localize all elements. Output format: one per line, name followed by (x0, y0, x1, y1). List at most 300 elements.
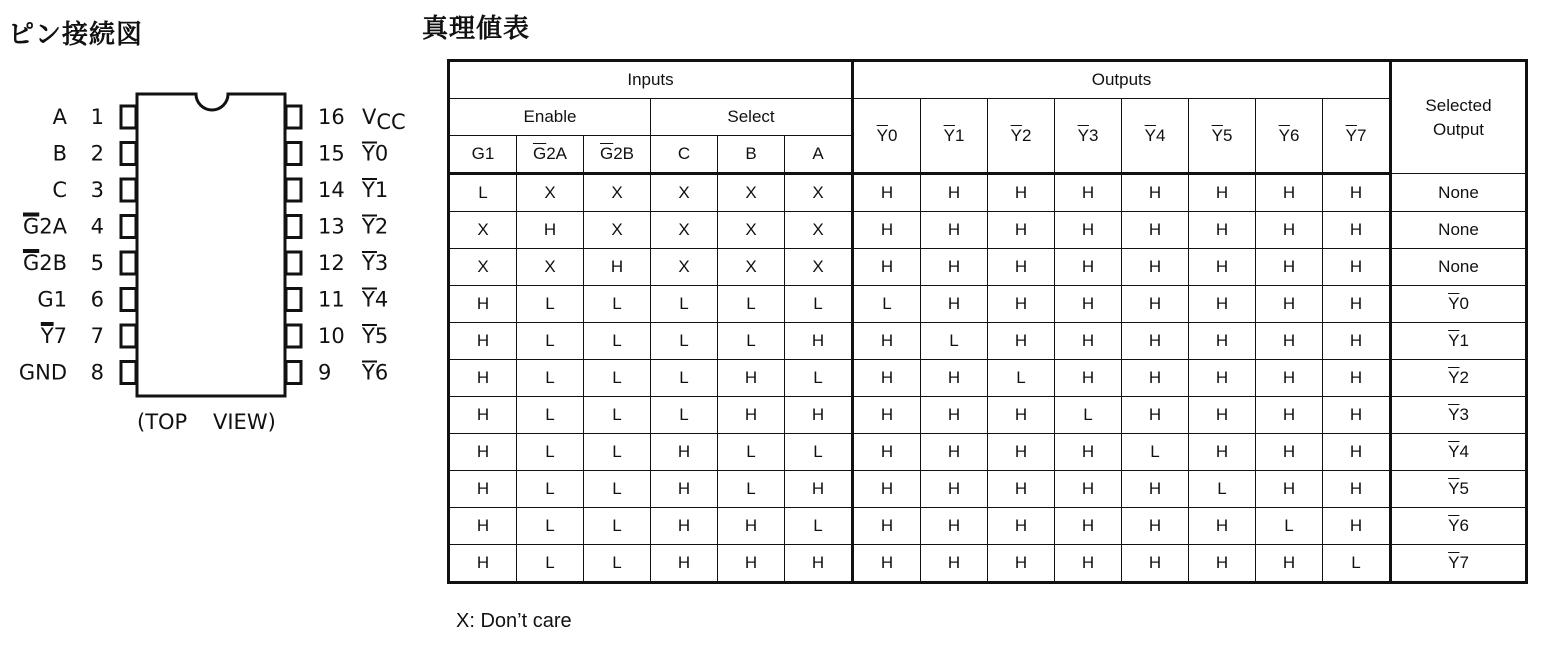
left-pin (23, 251, 136, 275)
output-header-bar: $\overline{Y}$ (1278, 125, 1290, 145)
output-cell: H (1122, 360, 1189, 397)
caption-top: (TOP (137, 410, 188, 434)
right-pin (286, 105, 406, 134)
input-cell: L (517, 471, 584, 508)
input-cell: X (785, 212, 853, 249)
pin-lead (286, 252, 301, 274)
table-row (449, 323, 1527, 360)
input-cell: L (718, 323, 785, 360)
input-cell: X (785, 174, 853, 212)
output-cell: H (1323, 471, 1391, 508)
output-cell: H (1323, 249, 1391, 286)
output-cell: H (1055, 360, 1122, 397)
input-cell: H (785, 397, 853, 434)
output-cell: H (853, 508, 921, 545)
input-cell: L (584, 545, 651, 583)
pin-label (362, 105, 406, 134)
input-cell: L (517, 508, 584, 545)
pin-number: 14 (318, 178, 345, 202)
output-cell: H (1323, 174, 1391, 212)
right-pin (286, 288, 388, 312)
output-cell: H (1189, 545, 1256, 583)
selected-output-bar: $\overline{Y}$ (1448, 405, 1460, 424)
input-cell: X (651, 174, 718, 212)
enable-header: Enable (449, 99, 651, 136)
output-cell: H (853, 360, 921, 397)
output-cell: H (1323, 397, 1391, 434)
output-cell: H (1189, 212, 1256, 249)
input-cell: L (449, 174, 517, 212)
output-cell: H (1256, 360, 1323, 397)
truth-table-title: 真理値表 (422, 14, 531, 44)
input-cell: X (718, 212, 785, 249)
input-cell: L (584, 434, 651, 471)
output-cell: H (988, 434, 1055, 471)
output-cell: H (1323, 360, 1391, 397)
output-cell: H (1055, 286, 1122, 323)
right-pin (286, 142, 388, 166)
pin-label-suffix: 2B (39, 251, 67, 275)
output-cell: H (853, 249, 921, 286)
output-cell: H (1256, 174, 1323, 212)
right-pin (286, 215, 388, 239)
ic-pinout-diagram (0, 60, 420, 450)
output-cell: H (1055, 174, 1122, 212)
output-cell: H (988, 249, 1055, 286)
output-cell: H (921, 286, 988, 323)
output-cell: H (1189, 397, 1256, 434)
input-cell: H (718, 545, 785, 583)
output-header-bar: $\overline{Y}$ (943, 125, 955, 145)
pin-diagram-title: ピン接続図 (8, 20, 144, 50)
input-cell: X (449, 249, 517, 286)
inputs-header: Inputs (449, 61, 853, 99)
selected-output-cell (1391, 434, 1527, 471)
left-pin (53, 142, 136, 166)
input-cell: H (785, 545, 853, 583)
pin-label (361, 324, 388, 348)
output-cell: H (1256, 249, 1323, 286)
enable-col-base: G1 (471, 144, 495, 163)
input-cell: H (449, 397, 517, 434)
output-cell: H (853, 174, 921, 212)
output-cell: H (1055, 471, 1122, 508)
selected-output-index: 4 (1459, 442, 1469, 461)
pin-label-base: Y (362, 178, 375, 202)
output-cell: L (1256, 508, 1323, 545)
pin-label (19, 361, 67, 385)
input-cell: L (517, 286, 584, 323)
selected-output-cell (1391, 545, 1527, 583)
output-cell: H (1189, 508, 1256, 545)
left-pin (23, 215, 136, 239)
input-cell: X (718, 174, 785, 212)
selected-output-bar: $\overline{Y}$ (1448, 331, 1460, 350)
pin-number: 16 (318, 105, 345, 129)
table-row (449, 174, 1527, 212)
output-header-y7 (1323, 99, 1391, 174)
enable-col-suffix: 2B (613, 144, 635, 163)
output-cell: H (921, 434, 988, 471)
output-cell: H (1055, 508, 1122, 545)
select-col-header-a: A (785, 136, 853, 174)
pin-number: 11 (318, 287, 345, 312)
output-cell: H (1122, 397, 1189, 434)
pin-label (52, 178, 67, 202)
table-row (449, 434, 1527, 471)
pin-label-base: GND (18, 360, 67, 385)
output-cell: H (853, 212, 921, 249)
output-cell: H (1323, 286, 1391, 323)
pin-label (361, 215, 388, 239)
pin-label-base: G1 (37, 287, 67, 312)
input-cell: H (449, 286, 517, 323)
input-cell: L (517, 323, 584, 360)
output-header-index: 2 (1021, 125, 1032, 145)
output-cell: H (1122, 286, 1189, 323)
output-cell: H (1189, 174, 1256, 212)
table-row (449, 397, 1527, 434)
input-cell: L (718, 434, 785, 471)
selected-output-cell: None (1391, 249, 1527, 286)
right-pin (286, 324, 388, 348)
output-header-bar: $\overline{Y}$ (876, 125, 888, 145)
output-cell: H (921, 360, 988, 397)
output-cell: H (1055, 323, 1122, 360)
pin-label (53, 142, 67, 166)
pin-number: 15 (318, 141, 345, 166)
input-cell: X (517, 174, 584, 212)
input-cell: H (651, 471, 718, 508)
enable-col-header (449, 136, 517, 174)
output-header-y3 (1055, 99, 1122, 174)
dont-care-note: X: Don’t care (456, 610, 572, 632)
output-cell: H (1189, 286, 1256, 323)
pin-label (361, 142, 388, 166)
pin-lead (121, 252, 136, 274)
output-cell: H (921, 545, 988, 583)
pin-number: 6 (90, 287, 104, 312)
input-cell: L (785, 286, 853, 323)
table-row (449, 508, 1527, 545)
pin-label-base: B (52, 141, 67, 166)
input-cell: H (785, 323, 853, 360)
output-header-index: 6 (1289, 125, 1300, 145)
output-cell: H (1256, 545, 1323, 583)
input-cell: H (449, 360, 517, 397)
select-col-header-c: C (651, 136, 718, 174)
output-cell: H (988, 508, 1055, 545)
input-cell: L (517, 434, 584, 471)
right-pin (286, 361, 388, 385)
pin-label-base: Y (362, 324, 375, 348)
output-cell: H (1256, 397, 1323, 434)
output-cell: H (1256, 471, 1323, 508)
pin-number: 7 (90, 324, 104, 348)
pin-number: 2 (90, 141, 104, 166)
input-cell: X (517, 249, 584, 286)
input-cell: H (785, 471, 853, 508)
pin-label-base: Y (362, 141, 375, 166)
selected-output-header-line2: Output (1432, 119, 1485, 139)
output-cell: H (1122, 545, 1189, 583)
output-header-index: 4 (1155, 125, 1166, 145)
pin-label (361, 251, 388, 275)
output-cell: H (1323, 434, 1391, 471)
output-cell: H (988, 397, 1055, 434)
input-cell: L (785, 434, 853, 471)
selected-output-header-line1: Selected (1425, 95, 1492, 115)
selected-output-cell: None (1391, 212, 1527, 249)
output-header-index: 3 (1088, 125, 1099, 145)
pin-label-suffix: 6 (374, 360, 389, 385)
truth-table (447, 59, 1528, 584)
input-cell: L (517, 360, 584, 397)
selected-output-cell: None (1391, 174, 1527, 212)
output-cell: H (1055, 545, 1122, 583)
table-row (449, 286, 1527, 323)
selected-output-cell (1391, 360, 1527, 397)
selected-output-index: 1 (1459, 331, 1469, 350)
output-cell: H (853, 397, 921, 434)
input-cell: L (584, 508, 651, 545)
output-cell: H (988, 471, 1055, 508)
pin-lead (121, 216, 136, 238)
pin-label-base: Y (362, 287, 375, 312)
right-pin (286, 251, 388, 275)
output-header-y5 (1189, 99, 1256, 174)
pin-lead (121, 325, 136, 347)
selected-output-bar: $\overline{Y}$ (1448, 442, 1460, 461)
output-cell: H (921, 174, 988, 212)
left-pin (53, 105, 136, 129)
output-header-index: 5 (1222, 125, 1233, 145)
pin-lead (286, 325, 301, 347)
pin-number: 4 (90, 214, 104, 239)
output-header-y0 (853, 99, 921, 174)
input-cell: L (718, 286, 785, 323)
input-cell: H (449, 434, 517, 471)
output-cell: H (1055, 212, 1122, 249)
output-cell: L (1189, 471, 1256, 508)
output-cell: H (1256, 286, 1323, 323)
output-cell: H (1256, 323, 1323, 360)
output-cell: H (1189, 249, 1256, 286)
selected-output-index: 5 (1459, 479, 1469, 498)
selected-output-bar: $\overline{Y}$ (1448, 294, 1460, 313)
input-cell: L (584, 323, 651, 360)
output-cell: H (921, 212, 988, 249)
left-pin (19, 361, 136, 385)
pin-lead (286, 179, 301, 201)
enable-col-base: $\overline{G}$ (599, 144, 614, 163)
pin-label-suffix: 4 (374, 287, 389, 312)
output-cell: H (988, 545, 1055, 583)
table-row (449, 545, 1527, 583)
input-cell: H (718, 508, 785, 545)
output-cell: H (1189, 434, 1256, 471)
input-cell: X (718, 249, 785, 286)
pin-number: 5 (90, 251, 104, 275)
output-cell: H (853, 434, 921, 471)
pin-number: 3 (90, 178, 104, 202)
output-cell: H (1122, 323, 1189, 360)
input-cell: L (785, 360, 853, 397)
pin-lead (286, 143, 301, 165)
selected-output-index: 2 (1459, 368, 1469, 387)
caption-view: VIEW) (213, 410, 276, 434)
output-header-bar: $\overline{Y}$ (1144, 125, 1156, 145)
input-cell: L (651, 360, 718, 397)
output-cell: H (1122, 249, 1189, 286)
pin-label-suffix: 1 (374, 178, 389, 202)
output-cell: L (988, 360, 1055, 397)
input-cell: H (449, 545, 517, 583)
selected-output-bar: $\overline{Y}$ (1448, 516, 1460, 535)
select-header: Select (651, 99, 853, 136)
output-cell: H (1189, 323, 1256, 360)
pin-label (361, 361, 388, 385)
input-cell: L (517, 397, 584, 434)
pin-lead (121, 143, 136, 165)
output-cell: H (853, 545, 921, 583)
input-cell: H (449, 323, 517, 360)
selected-output-cell (1391, 286, 1527, 323)
output-header-y1 (921, 99, 988, 174)
pin-number: 10 (318, 324, 345, 348)
pin-label (361, 288, 388, 312)
selected-output-index: 6 (1459, 516, 1469, 535)
pin-label-base: A (52, 105, 67, 129)
output-cell: L (1122, 434, 1189, 471)
outputs-header: Outputs (853, 61, 1391, 99)
output-cell: L (1055, 397, 1122, 434)
output-cell: H (1122, 471, 1189, 508)
pin-lead (121, 362, 136, 384)
input-cell: L (584, 286, 651, 323)
input-cell: X (785, 249, 853, 286)
pin-number: 9 (318, 360, 332, 385)
pin-lead (121, 289, 136, 311)
output-cell: H (1055, 434, 1122, 471)
output-cell: H (921, 397, 988, 434)
input-cell: H (718, 360, 785, 397)
table-row (449, 360, 1527, 397)
output-header-index: 1 (954, 125, 965, 145)
output-cell: L (921, 323, 988, 360)
left-pin (37, 288, 136, 312)
pin-lead (286, 216, 301, 238)
left-pin (52, 178, 136, 202)
output-header-bar: $\overline{Y}$ (1077, 125, 1089, 145)
output-cell: H (853, 323, 921, 360)
selected-output-index: 7 (1459, 553, 1469, 572)
input-cell: L (584, 471, 651, 508)
output-cell: H (921, 508, 988, 545)
output-cell: H (1122, 174, 1189, 212)
output-header-index: 7 (1356, 125, 1367, 145)
selected-output-bar: $\overline{Y}$ (1448, 479, 1460, 498)
output-cell: H (1122, 508, 1189, 545)
output-cell: H (1189, 360, 1256, 397)
output-cell: H (1256, 212, 1323, 249)
right-pin (286, 178, 388, 202)
pin-lead (121, 106, 136, 128)
input-cell: L (785, 508, 853, 545)
input-cell: H (449, 508, 517, 545)
output-cell: H (988, 174, 1055, 212)
output-header-bar: $\overline{Y}$ (1345, 125, 1357, 145)
selected-output-cell (1391, 471, 1527, 508)
pin-label-base: Y (362, 214, 375, 239)
pin-label (53, 105, 68, 129)
output-cell: H (1256, 434, 1323, 471)
enable-col-suffix: 2A (546, 144, 568, 163)
pin-label-base: Y (362, 360, 375, 385)
input-cell: L (651, 286, 718, 323)
input-cell: X (651, 249, 718, 286)
pin-label-suffix: 2 (374, 214, 389, 239)
input-cell: X (449, 212, 517, 249)
pin-label-base: Y (362, 251, 375, 275)
table-row (449, 471, 1527, 508)
enable-col-base: $\overline{G}$ (532, 144, 547, 163)
input-cell: L (584, 397, 651, 434)
table-row (449, 212, 1527, 249)
pin-lead (286, 362, 301, 384)
input-cell: H (651, 508, 718, 545)
pin-number: 12 (318, 251, 345, 275)
pin-lead (121, 179, 136, 201)
enable-col-header (584, 136, 651, 174)
input-cell: L (517, 545, 584, 583)
input-cell: H (584, 249, 651, 286)
pin-number: 13 (318, 214, 345, 239)
pin-lead (286, 106, 301, 128)
pin-label (40, 324, 67, 348)
pin-lead (286, 289, 301, 311)
input-cell: L (651, 323, 718, 360)
output-cell: H (988, 323, 1055, 360)
selected-output-cell (1391, 397, 1527, 434)
input-cell: H (718, 397, 785, 434)
select-col-header-b: B (718, 136, 785, 174)
ic-body (137, 94, 285, 396)
pin-number: 8 (90, 360, 104, 385)
pin-label-suffix: 5 (374, 324, 389, 348)
selected-output-cell (1391, 508, 1527, 545)
output-cell: H (1323, 212, 1391, 249)
input-cell: L (718, 471, 785, 508)
output-header-y4 (1122, 99, 1189, 174)
input-cell: L (651, 397, 718, 434)
pin-label-base: G (22, 251, 40, 275)
selected-output-cell (1391, 323, 1527, 360)
output-header-y2 (988, 99, 1055, 174)
output-cell: H (921, 249, 988, 286)
pin-label-suffix: 7 (53, 324, 67, 348)
output-header-y6 (1256, 99, 1323, 174)
input-cell: H (517, 212, 584, 249)
pin-label-suffix: 0 (374, 141, 389, 166)
selected-output-index: 0 (1459, 294, 1469, 313)
input-cell: X (651, 212, 718, 249)
output-cell: H (1323, 323, 1391, 360)
selected-output-bar: $\overline{Y}$ (1448, 368, 1460, 387)
pin-label-base: C (52, 178, 67, 202)
output-cell: H (1122, 212, 1189, 249)
selected-output-bar: $\overline{Y}$ (1448, 553, 1460, 572)
